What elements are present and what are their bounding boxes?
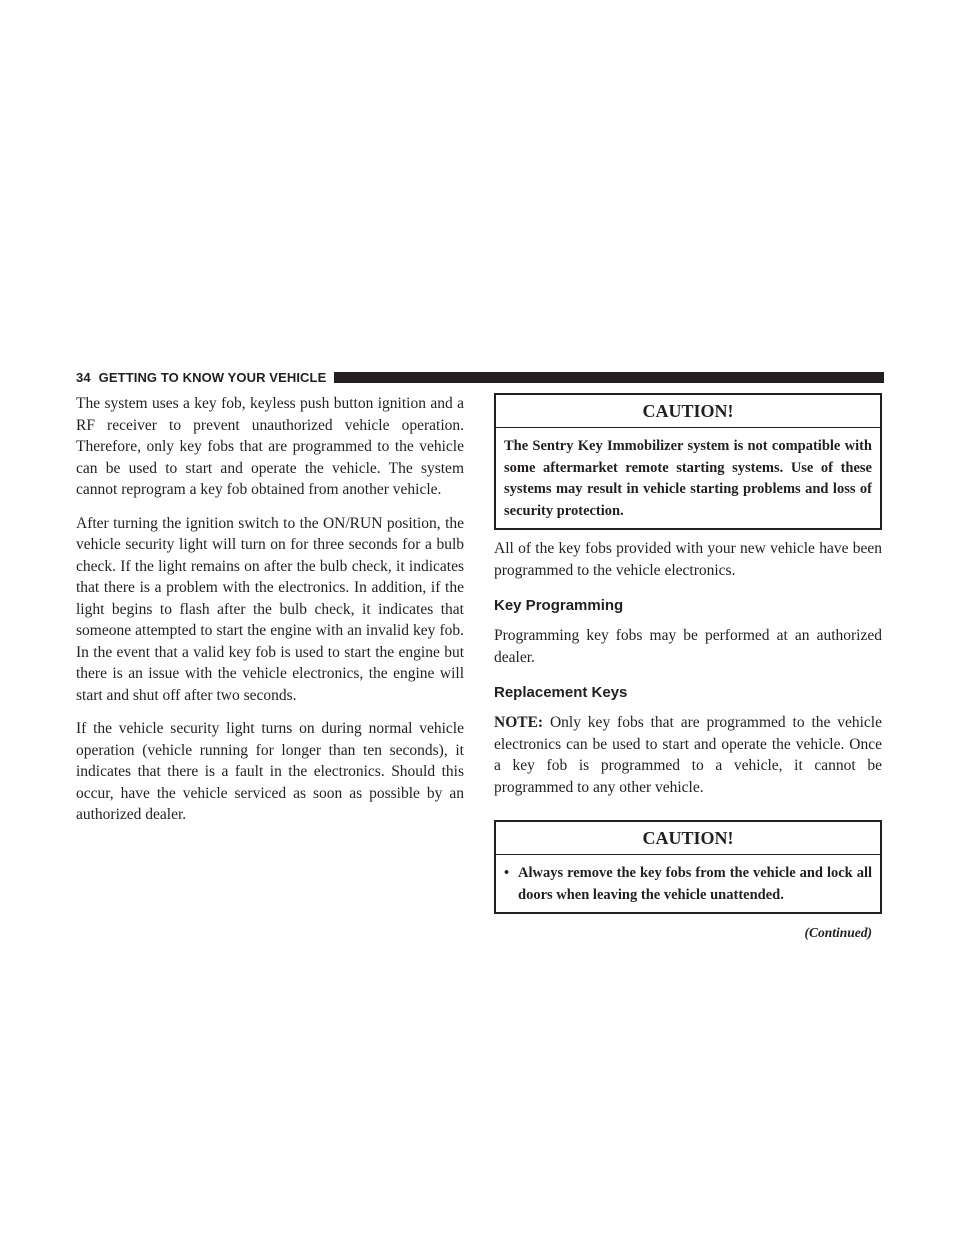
section-heading-key-programming: Key Programming bbox=[494, 597, 624, 614]
body-paragraph: After turning the ignition switch to the ON/RUN position, the vehicle security light will turn on for three seconds for a bulb check. If the light remains on after the bulb check, it indicates that there is a problem with the electronics. In addition, if the light begins to flash after the bulb check, it indicates that someone attempted to start the engine with an invalid key fob. In the event that a valid key fob is used to start the engine but there is an issue with the vehicle electronics, the engine will start and shut off after two seconds. bbox=[76, 514, 464, 704]
body-paragraph: If the vehicle security light turns on during normal vehicle operation (vehicle running for longer than ten seconds), it indicates that there is a fault in the electronics. Should this occur, have the vehicle serviced as soon as possible by an authorized dealer. bbox=[76, 720, 464, 823]
body-paragraph: All of the key fobs provided with your new vehicle have been programmed to the vehicle electronics. bbox=[494, 540, 882, 579]
left-column bbox=[76, 393, 464, 838]
caution-box bbox=[494, 393, 882, 530]
list-item bbox=[504, 863, 872, 906]
caution-list bbox=[504, 863, 872, 906]
continued-label: (Continued) bbox=[804, 925, 872, 940]
header-rule bbox=[334, 372, 884, 383]
section-heading-replacement-keys: Replacement Keys bbox=[494, 684, 628, 701]
caution-box bbox=[494, 820, 882, 914]
list-item-text: Always remove the key fobs from the vehicle and lock all doors when leaving the vehicle unattended. bbox=[518, 865, 872, 903]
caution-text bbox=[496, 855, 880, 912]
section-title: GETTING TO KNOW YOUR VEHICLE bbox=[98, 369, 327, 385]
note-text: Only key fobs that are programmed to the vehicle electronics can be used to start and operate the vehicle. Once a key fob is programmed to a vehicle, it cannot be programmed to any other vehicle. bbox=[494, 714, 882, 796]
right-column bbox=[494, 393, 882, 944]
caution-text: The Sentry Key Immobilizer system is not compatible with some aftermarket remote starting systems. Use of these systems may result in vehicle starting problems and loss of security protection. bbox=[504, 438, 872, 519]
page-number: 34 bbox=[76, 369, 91, 385]
note-paragraph bbox=[494, 712, 882, 798]
page-header bbox=[76, 369, 884, 385]
note-label: NOTE: bbox=[494, 714, 544, 731]
body-paragraph: Programming key fobs may be performed at an authorized dealer. bbox=[494, 627, 882, 666]
caution-title: CAUTION! bbox=[496, 822, 880, 855]
body-paragraph: The system uses a key fob, keyless push button ignition and a RF receiver to prevent unauthorized vehicle operation. Therefore, only key fobs that are programmed to the vehicle can be used to start and operate the vehicle. The system cannot reprogram a key fob obtained from another vehicle. bbox=[76, 395, 464, 498]
bullet-icon: • bbox=[504, 865, 510, 881]
caution-title: CAUTION! bbox=[496, 395, 880, 428]
header-label bbox=[76, 370, 334, 385]
